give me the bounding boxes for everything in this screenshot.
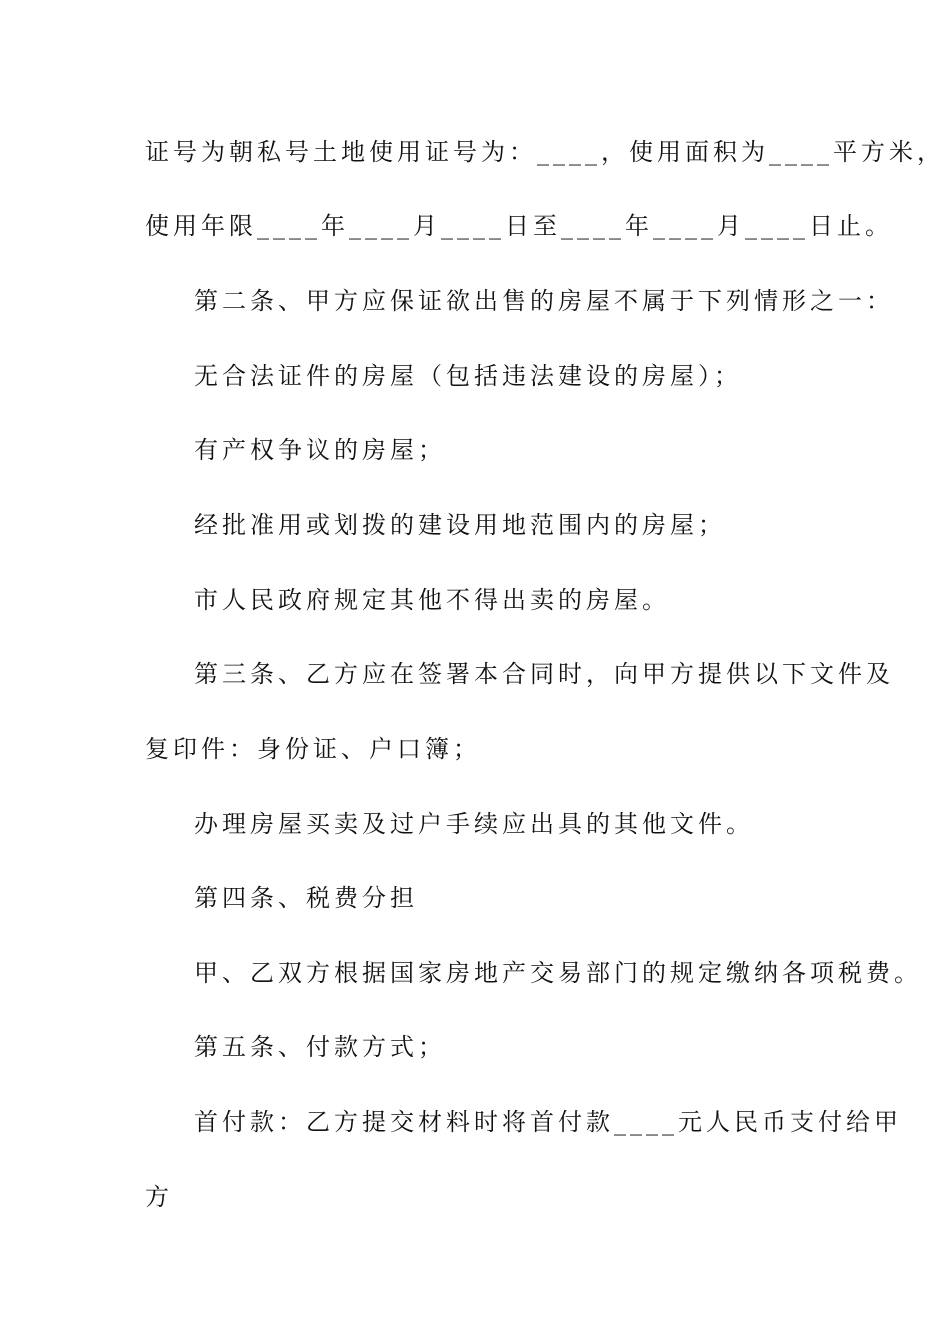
text-line-land-certificate: 证号为朝私号土地使用证号为：____，使用面积为____平方米， [145, 138, 945, 166]
article-4-body: 甲、乙双方根据国家房地产交易部门的规定缴纳各项税费。 [194, 959, 922, 987]
article-5-continuation: 方 [145, 1183, 173, 1211]
article-2-item-3: 经批准用或划拨的建设用地范围内的房屋； [194, 511, 726, 539]
article-2-item-1: 无合法证件的房屋（包括违法建设的房屋）； [194, 362, 742, 390]
text-line-usage-period: 使用年限____年____月____日至____年____月____日止。 [145, 212, 893, 240]
article-2-item-2: 有产权争议的房屋； [194, 436, 446, 464]
article-2-heading: 第二条、甲方应保证欲出售的房屋不属于下列情形之一： [194, 287, 894, 315]
article-3-item-2: 办理房屋买卖及过户手续应出具的其他文件。 [194, 810, 754, 838]
article-2-item-4: 市人民政府规定其他不得出卖的房屋。 [194, 586, 670, 614]
article-3-heading: 第三条、乙方应在签署本合同时，向甲方提供以下文件及 [194, 660, 894, 688]
article-4-heading: 第四条、税费分担 [194, 884, 418, 912]
article-5-heading: 第五条、付款方式； [194, 1033, 446, 1061]
article-5-down-payment: 首付款：乙方提交材料时将首付款____元人民币支付给甲 [194, 1108, 902, 1136]
article-3-continuation: 复印件：身份证、户口簿； [145, 735, 481, 763]
